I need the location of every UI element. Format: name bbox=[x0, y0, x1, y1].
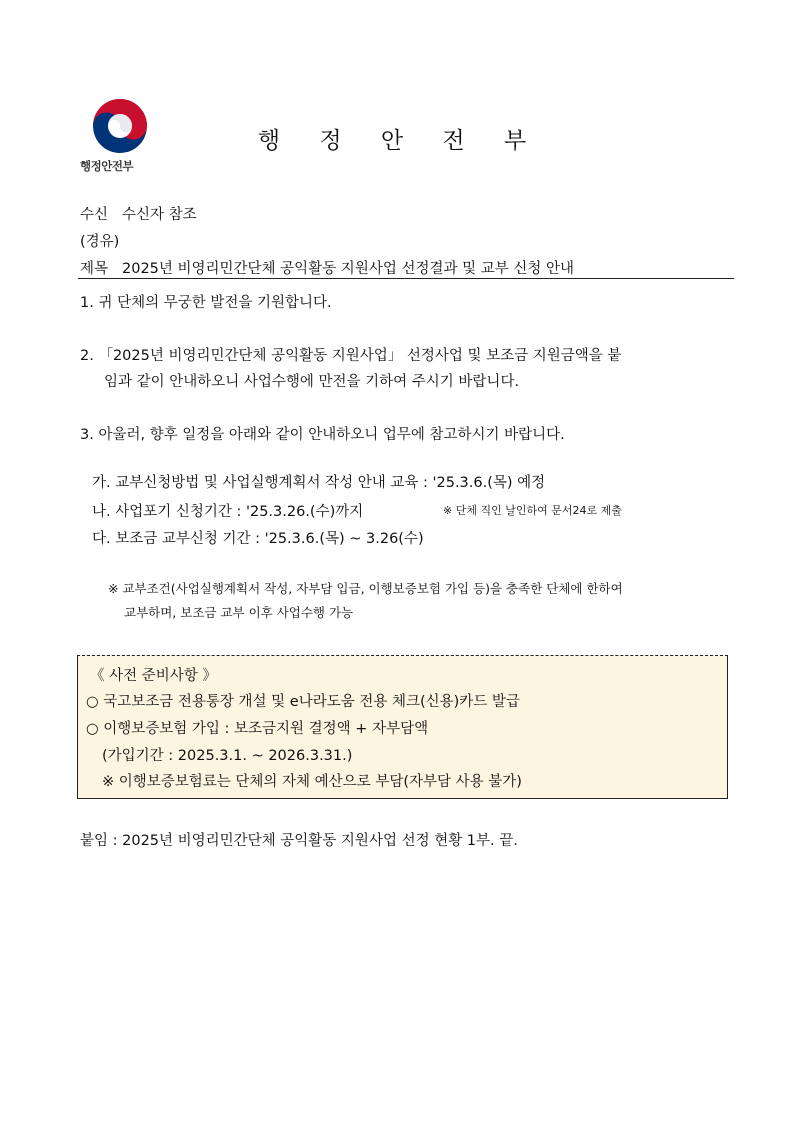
condition-note-line-2: 교부하며, 보조금 교부 이후 사업수행 가능 bbox=[124, 605, 354, 620]
preparation-item-4: ※ 이행보증보험료는 단체의 자체 예산으로 부담(자부담 사용 불가) bbox=[102, 774, 522, 790]
paragraph-2-line-1: 2. 「2025년 비영리민간단체 공익활동 지원사업」 선정사업 및 보조금 지원금액을 붙 bbox=[80, 348, 622, 364]
organization-title: 행 정 안 전 부 bbox=[257, 128, 543, 154]
paragraph-1: 1. 귀 단체의 무궁한 발전을 기원합니다. bbox=[80, 295, 332, 311]
subject-divider bbox=[78, 278, 734, 279]
paragraph-2-line-2: 임과 같이 안내하오니 사업수행에 만전을 기하여 주시기 바랍니다. bbox=[104, 374, 520, 390]
preparation-item-3: (가입기간 : 2025.3.1. ~ 2026.3.31.) bbox=[102, 748, 353, 764]
schedule-item-na: 나. 사업포기 신청기간 : '25.3.26.(수)까지 bbox=[92, 504, 364, 520]
schedule-item-da: 다. 보조금 교부신청 기간 : '25.3.6.(목) ~ 3.26(수) bbox=[92, 531, 424, 547]
recipient-label: 수신 bbox=[80, 207, 109, 223]
schedule-item-na-note: ※ 단체 직인 날인하여 문서24로 제출 bbox=[443, 504, 622, 517]
preparation-box bbox=[77, 655, 728, 799]
schedule-item-ga: 가. 교부신청방법 및 사업실행계획서 작성 안내 교육 : '25.3.6.(목) 예정 bbox=[92, 475, 546, 491]
subject-label: 제목 bbox=[80, 261, 109, 277]
preparation-item-2: ○ 이행보증보험 가입 : 보조금지원 결정액 + 자부담액 bbox=[86, 721, 429, 737]
subject-value: 2025년 비영리민간단체 공익활동 지원사업 선정결과 및 교부 신청 안내 bbox=[122, 261, 574, 277]
logo-text: 행정안전부 bbox=[80, 159, 134, 173]
paragraph-3: 3. 아울러, 향후 일정을 아래와 같이 안내하오니 업무에 참고하시기 바랍니다. bbox=[80, 427, 565, 443]
preparation-item-1: ○ 국고보조금 전용통장 개설 및 e나라도움 전용 체크(신용)카드 발급 bbox=[86, 694, 520, 710]
attachment-line: 붙임 : 2025년 비영리민간단체 공익활동 지원사업 선정 현황 1부. 끝. bbox=[80, 833, 518, 849]
condition-note-line-1: ※ 교부조건(사업실행계획서 작성, 자부담 입금, 이행보증보험 가입 등)을 충족한 단체에 한하여 bbox=[108, 581, 623, 596]
recipient-value: 수신자 참조 bbox=[122, 207, 197, 223]
preparation-box-title: 《 사전 준비사항 》 bbox=[90, 668, 217, 684]
via-label: (경유) bbox=[80, 234, 120, 250]
